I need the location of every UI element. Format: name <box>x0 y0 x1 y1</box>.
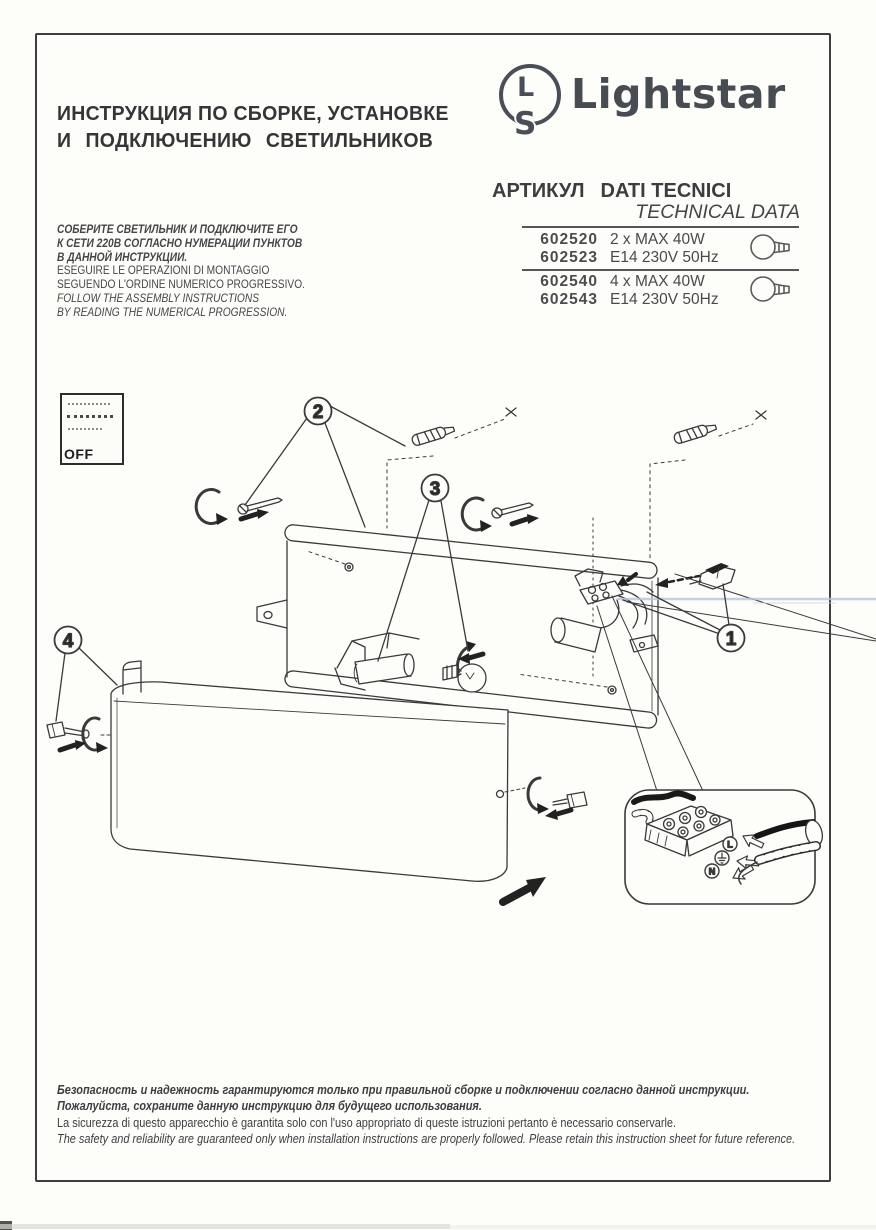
terminal-block <box>551 569 653 652</box>
title-line-1: ИНСТРУКЦИЯ ПО СБОРКЕ, УСТАНОВКЕ <box>57 102 449 125</box>
monogram-letter-l: L <box>517 72 535 103</box>
screw-icon <box>462 498 539 532</box>
divider <box>522 226 799 228</box>
svg-text:L: L <box>727 839 733 850</box>
bulb-icon <box>748 231 796 263</box>
safety-footer <box>57 1082 795 1148</box>
svg-text:N: N <box>708 866 716 877</box>
svg-text:2: 2 <box>312 402 324 423</box>
brand-wordmark: Lightstar <box>571 70 786 118</box>
divider <box>522 269 799 271</box>
product-row <box>522 231 598 266</box>
callout-2 <box>245 398 405 528</box>
thumb-screw-icon <box>47 718 112 753</box>
title-line-2: И ПОДКЛЮЧЕНИЮ СВЕТИЛЬНИКОВ <box>57 129 434 152</box>
article-number: 602540 <box>540 273 598 290</box>
spec-voltage: E14 230V 50Hz <box>610 248 719 266</box>
footer-it-line: La sicurezza di questo apparecchio è garantita solo con l'uso appropriato di queste istruzioni pertanto è necessario conservarle. <box>57 1115 677 1130</box>
monogram-letter-s: S <box>514 106 537 142</box>
svg-text:1: 1 <box>725 629 737 650</box>
note-ru-line: В ДАННОЙ ИНСТРУКЦИИ. <box>57 250 188 264</box>
article-number: 602543 <box>540 290 598 308</box>
fine-print-line <box>68 403 110 405</box>
scan-edge-artifact <box>0 1224 450 1229</box>
screw-icon <box>196 490 282 526</box>
footer-ru-line: Пожалуйста, сохраните данную инструкцию для будущего использования. <box>57 1099 482 1114</box>
article-number: 602523 <box>540 248 598 266</box>
fine-print-line <box>68 428 102 430</box>
assembly-note <box>57 223 305 320</box>
light-bulb-icon <box>443 664 486 692</box>
mount-direction-arrow-icon <box>503 877 546 902</box>
svg-text:4: 4 <box>62 631 74 652</box>
spec-wattage: 2 x MAX 40W <box>610 231 705 248</box>
technical-data-heading <box>492 180 731 203</box>
article-number: 602520 <box>540 231 598 248</box>
power-off-warning-box <box>60 393 124 465</box>
spec-wattage: 4 x MAX 40W <box>610 273 705 290</box>
note-it-line: ESEGUIRE LE OPERAZIONI DI MONTAGGIO <box>57 264 270 278</box>
wall-anchor-icon <box>650 411 766 558</box>
page-title <box>57 100 449 154</box>
article-label: АРТИКУЛ <box>492 180 585 202</box>
product-spec <box>610 231 719 266</box>
earth-ground-icon <box>715 851 729 865</box>
bulb-icon <box>748 273 796 305</box>
svg-text:3: 3 <box>429 479 441 500</box>
footer-ru-line: Безопасность и надежность гарантируются только при правильной сборке и подключении согласно данной инструкции. <box>57 1083 750 1097</box>
technical-data-label-en: TECHNICAL DATA <box>635 201 800 223</box>
note-en-line: BY READING THE NUMERICAL PROGRESSION. <box>57 305 288 319</box>
product-spec <box>610 273 719 308</box>
callout-4 <box>55 627 118 722</box>
brand-logo <box>497 62 786 150</box>
product-row <box>522 273 598 308</box>
footer-en-line: The safety and reliability are guaranteed only when installation instructions are properly followed. Please retain this instruction sheet for future reference. <box>57 1132 796 1147</box>
off-label: OFF <box>64 446 94 462</box>
spec-voltage: E14 230V 50Hz <box>610 290 719 308</box>
note-ru-line: К СЕТИ 220В СОГЛАСНО НУМЕРАЦИИ ПУНКТОВ <box>57 236 303 250</box>
assembly-diagram <box>35 378 876 970</box>
note-ru-line: СОБЕРИТЕ СВЕТИЛЬНИК И ПОДКЛЮЧИТЕ ЕГО <box>57 223 298 236</box>
leader-line <box>627 602 876 641</box>
terminal-label-live <box>723 837 737 851</box>
thumb-screw-icon <box>505 778 587 820</box>
note-en-line: FOLLOW THE ASSEMBLY INSTRUCTIONS <box>57 291 260 305</box>
note-it-line: SEGUENDO L'ORDINE NUMERICO PROGRESSIVO. <box>57 278 305 292</box>
dati-tecnici-label: DATI TECNICI <box>600 180 732 202</box>
fine-print-line <box>67 415 113 418</box>
lightstar-bulb-monogram-icon <box>497 62 559 150</box>
scan-edge-artifact <box>450 1225 876 1229</box>
terminal-label-neutral <box>705 864 719 878</box>
